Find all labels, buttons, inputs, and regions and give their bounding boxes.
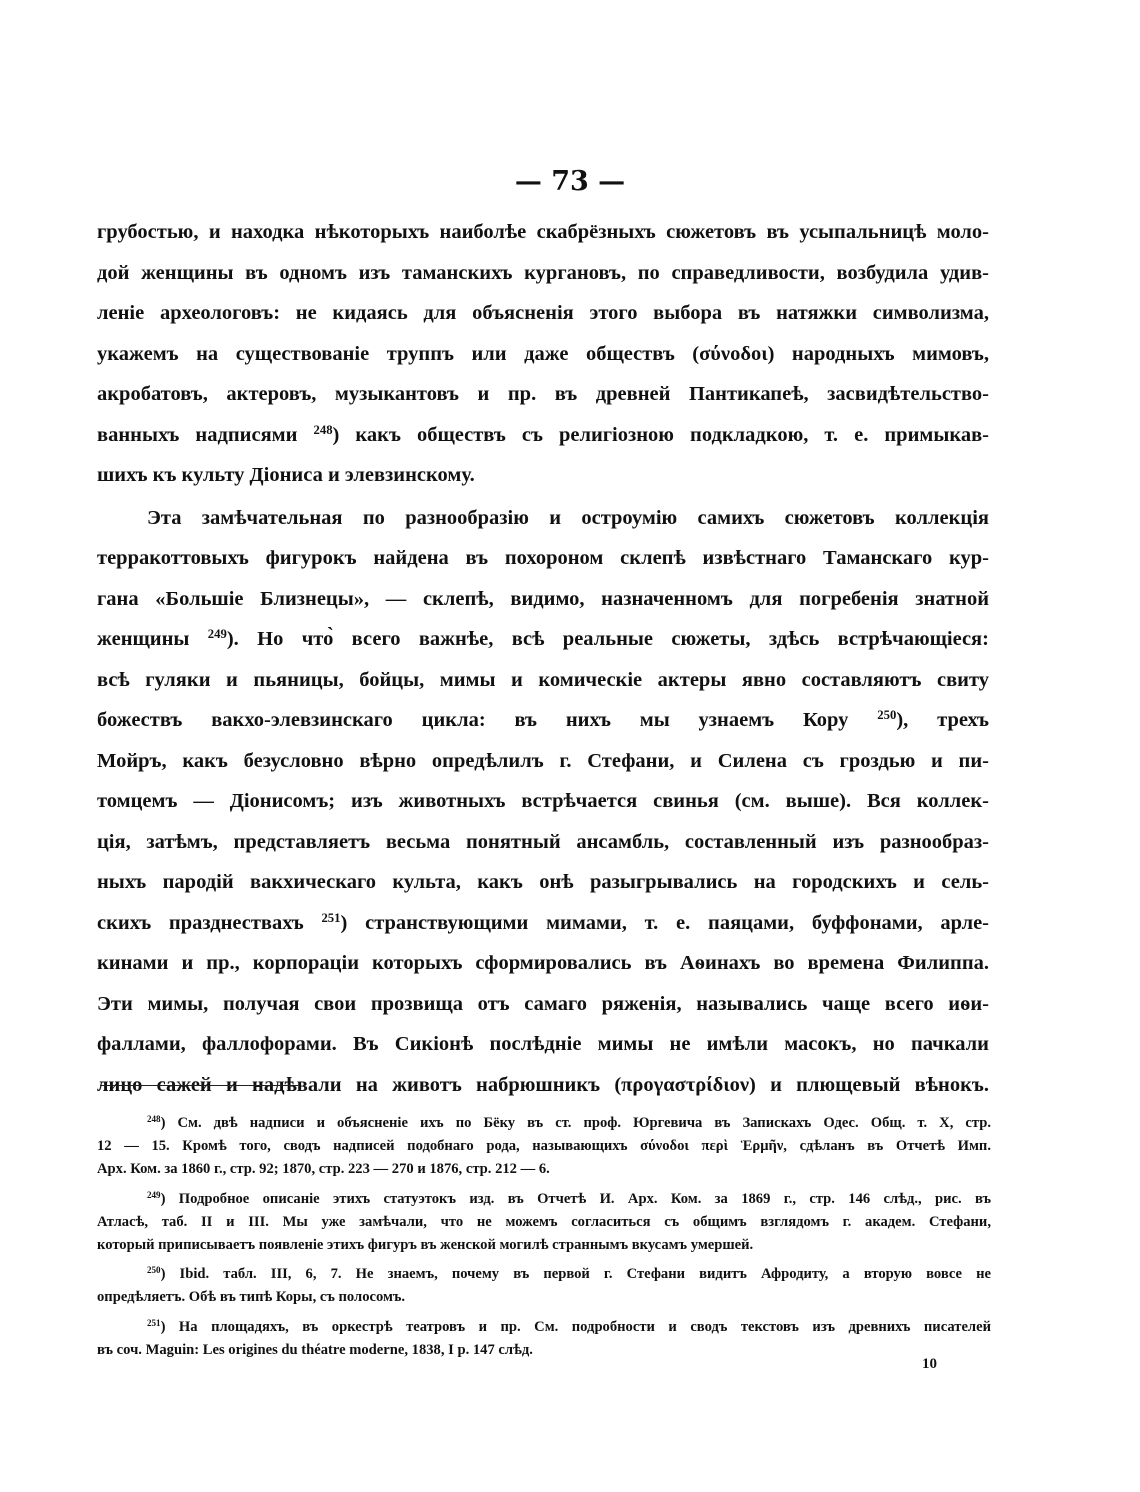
footnote-line: $^{250}$) Ibid. табл. III, 6, 7. Не знаемъ, почему въ первой г. Стефани видитъ Афродиту, а вторую вовсе не (147, 1265, 991, 1283)
footnote-251 (97, 1316, 991, 1362)
text-line: терракоттовыхъ фигурокъ найдена въ похороном склепѣ извѣстнаго Таманскаго кур- (97, 547, 989, 569)
text-line: скихъ празднествахъ $^{251}$) странствующими мимами, т. е. паяцами, буффонами, арле- (97, 910, 990, 934)
footnote-line: Атласѣ, таб. II и III. Мы уже замѣчали, что не можемъ согласиться съ общимъ взглядомъ г. академ. Стефани, (97, 1213, 991, 1230)
text-line: лицо сажей и надѣвали на животъ набрюшникъ (προγαστρίδιον) и плющевый вѣнокъ. (97, 1073, 989, 1096)
signature-mark: 10 (922, 1356, 937, 1372)
text-line: грубостью, и находка нѣкоторыхъ наиболѣе скабрёзныхъ сюжетовъ въ усыпальницѣ моло- (97, 221, 989, 243)
paragraph-2 (97, 498, 989, 1106)
page-number: — 73 — (514, 166, 626, 197)
footnote-divider (100, 1085, 298, 1086)
text-line: гана «Большіе Близнецы», — склепѣ, видимо, назначенномъ для погребенія знатной (97, 587, 989, 610)
text-line: кинами и пр., корпораціи которыхъ сформировались въ Аѳинахъ во времена Филиппа. (97, 952, 989, 974)
footnote-248 (97, 1112, 991, 1182)
text-line: леніе археологовъ: не кидаясь для объясненія этого выбора въ натяжки символизма, (97, 302, 989, 324)
text-line: женщины $^{249}$). Но что̀ всего важнѣе, всѣ реальные сюжеты, здѣсь встрѣчающіеся: (97, 627, 989, 650)
footnote-line: Арх. Ком. за 1860 г., стр. 92; 1870, стр. 223 — 270 и 1876, стр. 212 — 6. (97, 1161, 550, 1178)
text-line: фаллами, фаллофорами. Въ Сикіонѣ послѣдніе мимы не имѣли масокъ, но пачкали (97, 1033, 989, 1055)
footnote-line: $^{251}$) На площадяхъ, въ оркестрѣ театровъ и пр. См. подробности и сводъ текстовъ изъ древнихъ писателей (147, 1317, 991, 1335)
main-text (97, 212, 989, 1105)
footnote-250 (97, 1263, 991, 1309)
footnote-line: опредѣляетъ. Обѣ въ типѣ Коры, съ полосомъ. (97, 1289, 406, 1306)
text-line: ція, затѣмъ, представляетъ весьма понятный ансамбль, составленный изъ разнообраз- (97, 830, 989, 853)
text-line: ныхъ пародій вакхическаго культа, какъ онѣ разыгрывались на городскихъ и сель- (97, 871, 989, 893)
text-line: томцемъ — Діонисомъ; изъ животныхъ встрѣчается свинья (см. выше). Вся коллек- (97, 790, 989, 812)
text-line: шихъ къ культу Діониса и элевзинскому. (97, 464, 475, 486)
text-line: всѣ гуляки и пьяницы, бойцы, мимы и комическіе актеры явно составляютъ свиту (97, 668, 989, 691)
footnote-line: въ соч. Maguin: Les origines du théatre moderne, 1838, I p. 147 слѣд. (97, 1341, 533, 1358)
footnote-line: 12 — 15. Кромѣ того, сводъ надписей подобнаго рода, называющихъ σύνοδοι περὶ Ἑρμῆν, сдѣланъ въ Отчетѣ Имп. (97, 1138, 991, 1155)
footnote-249 (97, 1188, 991, 1258)
paragraph-1 (97, 212, 989, 496)
footnote-line: $^{248}$) См. двѣ надписи и объясненіе ихъ по Бёку въ ст. проф. Юргевича въ Запискахъ Одес. Общ. т. X, стр. (147, 1114, 991, 1131)
text-line: акробатовъ, актеровъ, музыкантовъ и пр. въ древней Пантикапеѣ, засвидѣтельство- (97, 383, 989, 405)
text-line: укажемъ на существованіе труппъ или даже обществъ (σύνοδοι) народныхъ мимовъ, (97, 342, 989, 365)
text-line: ванныхъ надписями $^{248}$) какъ обществъ съ религіозною подкладкою, т. е. примыкав- (97, 422, 990, 446)
text-line: Мойръ, какъ безусловно вѣрно опредѣлилъ г. Стефани, и Силена съ гроздью и пи- (97, 749, 989, 772)
footnote-line: $^{249}$) Подробное описаніе этихъ статуэтокъ изд. въ Отчетѣ И. Арх. Ком. за 1869 г., стр. 146 слѣд., рис. въ (147, 1189, 991, 1207)
text-line: Эти мимы, получая свои прозвища отъ самаго ряженія, назывались чаще всего иѳи- (97, 992, 989, 1015)
footnote-line: который приписываетъ появленіе этихъ фигуръ въ женской могилѣ страннымъ вкусамъ умершей. (97, 1237, 754, 1254)
text-line: Эта замѣчательная по разнообразію и остроумію самихъ сюжетовъ коллекція (147, 506, 989, 529)
footnotes (97, 1112, 991, 1368)
text-line: божествъ вакхо-элевзинскаго цикла: въ нихъ мы узнаемъ Кору $^{250}$), трехъ (97, 708, 989, 731)
text-line: дой женщины въ одномъ изъ таманскихъ кургановъ, по справедливости, возбудила удив- (97, 261, 989, 284)
